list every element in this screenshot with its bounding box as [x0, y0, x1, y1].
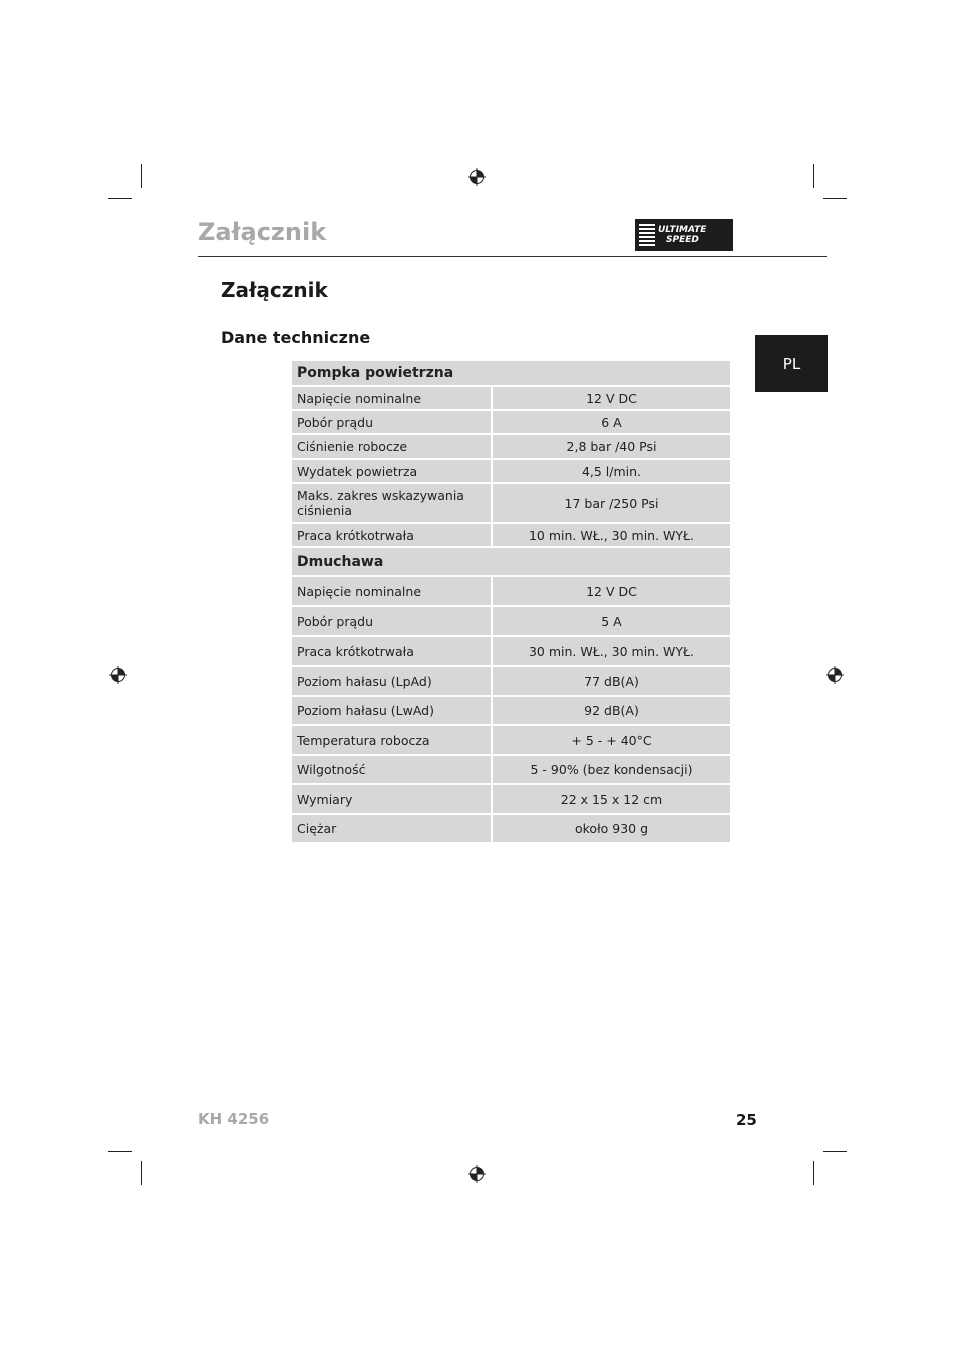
crop-mark: [813, 1161, 814, 1185]
table-section-header: [291, 547, 731, 576]
section-title: Załącznik: [221, 278, 328, 302]
row-value: 6 A: [492, 410, 731, 434]
registration-mark-icon: [108, 665, 128, 685]
row-label: Wydatek powietrza: [291, 459, 492, 483]
header-divider: [198, 256, 827, 257]
crop-mark: [823, 1151, 847, 1152]
table-row: [291, 814, 731, 843]
table-row: [291, 636, 731, 666]
subsection-title: Dane techniczne: [221, 328, 371, 347]
crop-mark: [108, 198, 132, 199]
registration-mark-icon: [467, 167, 487, 187]
crop-mark: [141, 164, 142, 188]
footer-model-number: KH 4256: [198, 1110, 270, 1128]
logo-text-line1: ULTIMATE: [658, 225, 707, 235]
language-tab: PL: [755, 335, 828, 392]
row-label: Poziom hałasu (LpAd): [291, 666, 492, 696]
page-header-title: Załącznik: [198, 218, 327, 246]
crop-mark: [823, 198, 847, 199]
row-label: Napięcie nominalne: [291, 576, 492, 606]
row-value: 92 dB(A): [492, 696, 731, 725]
row-label: Temperatura robocza: [291, 725, 492, 755]
page-number: 25: [736, 1111, 757, 1129]
section-header-blower: Dmuchawa: [291, 547, 731, 576]
table-row: [291, 755, 731, 784]
table-row: [291, 784, 731, 814]
table-row: [291, 459, 731, 483]
table-row: [291, 523, 731, 547]
row-value: 77 dB(A): [492, 666, 731, 696]
row-label: Wilgotność: [291, 755, 492, 784]
row-value: 5 A: [492, 606, 731, 636]
table-row: [291, 606, 731, 636]
row-label: Ciśnienie robocze: [291, 434, 492, 459]
row-value: 12 V DC: [492, 386, 731, 410]
row-value: około 930 g: [492, 814, 731, 843]
row-label: Ciężar: [291, 814, 492, 843]
table-row: [291, 696, 731, 725]
logo-text-line2: SPEED: [666, 235, 699, 245]
technical-data-table: [290, 359, 732, 844]
row-value: 4,5 l/min.: [492, 459, 731, 483]
table-section-header: [291, 360, 731, 386]
row-label: Praca krótkotrwała: [291, 523, 492, 547]
row-label: Praca krótkotrwała: [291, 636, 492, 666]
row-value: 2,8 bar /40 Psi: [492, 434, 731, 459]
crop-mark: [108, 1151, 132, 1152]
table-row: [291, 386, 731, 410]
table-row: [291, 434, 731, 459]
table-row: [291, 483, 731, 523]
row-label: Napięcie nominalne: [291, 386, 492, 410]
row-label: Pobór prądu: [291, 410, 492, 434]
row-label: Maks. zakres wskazywania ciśnienia: [291, 483, 492, 523]
row-value: 5 - 90% (bez kondensacji): [492, 755, 731, 784]
table-row: [291, 725, 731, 755]
table-row: [291, 666, 731, 696]
registration-mark-icon: [825, 665, 845, 685]
table-row: [291, 410, 731, 434]
row-value: 17 bar /250 Psi: [492, 483, 731, 523]
row-label: Pobór prądu: [291, 606, 492, 636]
row-label: Poziom hałasu (LwAd): [291, 696, 492, 725]
row-label: Wymiary: [291, 784, 492, 814]
table-row: [291, 576, 731, 606]
row-value: + 5 - + 40°C: [492, 725, 731, 755]
crop-mark: [141, 1161, 142, 1185]
crop-mark: [813, 164, 814, 188]
logo-stripes: [639, 224, 655, 246]
row-value: 12 V DC: [492, 576, 731, 606]
section-header-pump: Pompka powietrzna: [291, 360, 731, 386]
row-value: 10 min. WŁ., 30 min. WYŁ.: [492, 523, 731, 547]
brand-logo: [635, 219, 733, 251]
row-value: 22 x 15 x 12 cm: [492, 784, 731, 814]
registration-mark-icon: [467, 1164, 487, 1184]
row-value: 30 min. WŁ., 30 min. WYŁ.: [492, 636, 731, 666]
logo-text: [658, 225, 706, 245]
